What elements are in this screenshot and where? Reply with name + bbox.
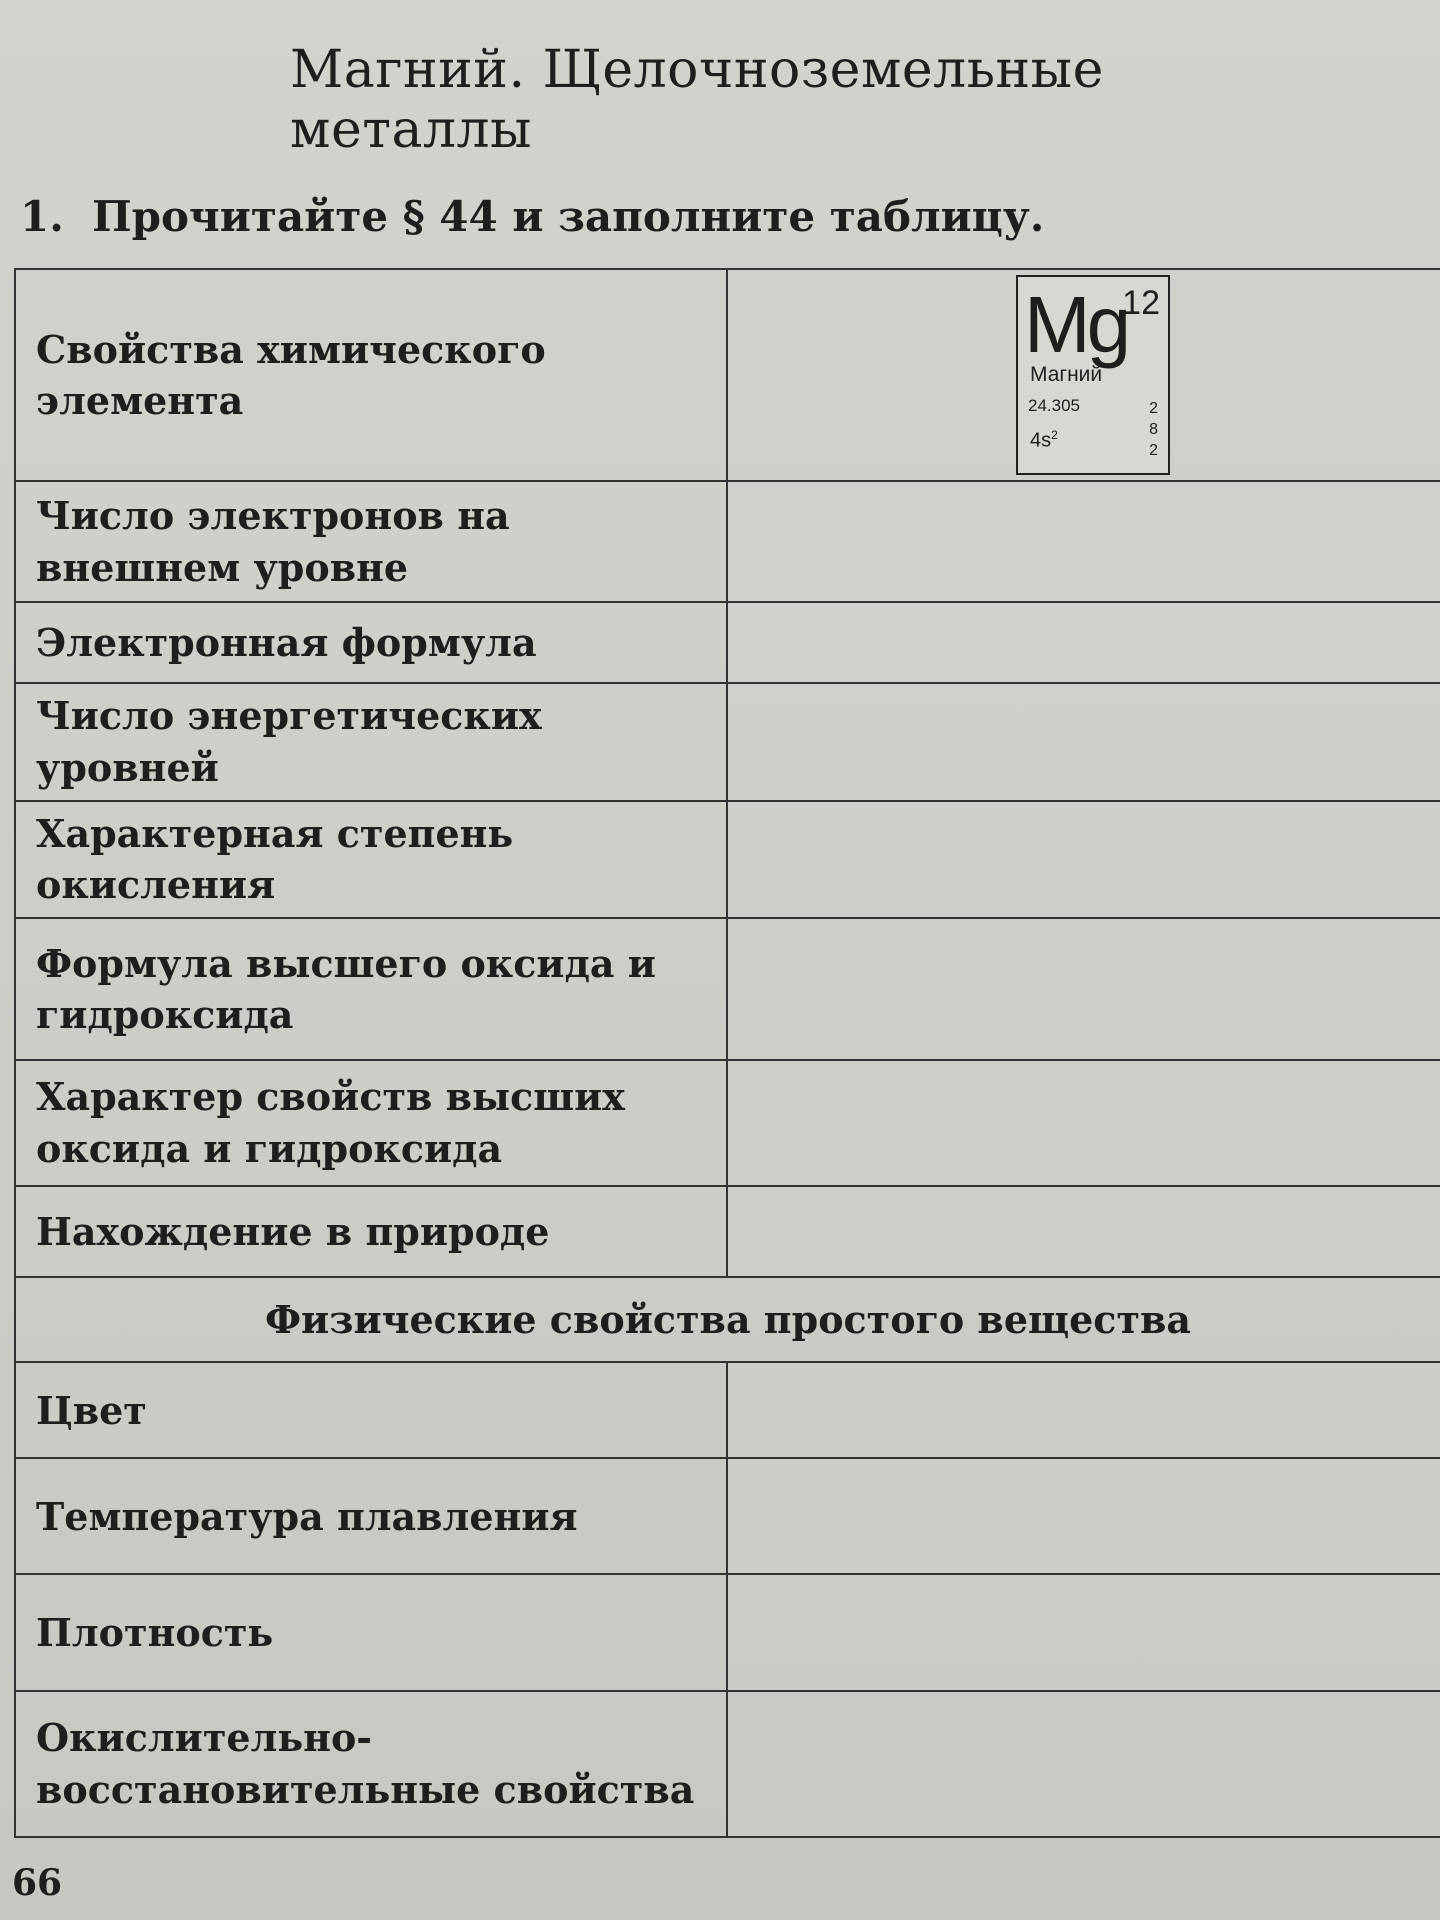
answer-cell[interactable] [727,1186,1440,1277]
table-row [15,801,1440,919]
answer-cell[interactable] [727,1574,1440,1690]
header-label: Свойства химического элемента [15,269,727,481]
table-row [15,1060,1440,1186]
section-title: Физические свойства простого вещества [15,1277,1440,1363]
answer-cell[interactable] [727,1458,1440,1574]
row-label: Число энергетических уровней [15,683,727,801]
section-row [15,1277,1440,1363]
table-row [15,1691,1440,1837]
row-label: Характерная степень окисления [15,801,727,919]
table-row [15,481,1440,602]
element-symbol: Mg [1024,280,1128,369]
row-label: Число электронов на внешнем уровне [15,481,727,602]
answer-cell[interactable] [727,1060,1440,1186]
atomic-number: 12 [1122,284,1160,322]
task-number: 1. [20,192,64,241]
electron-configuration: $4s^2$ [1030,428,1058,452]
properties-table [14,268,1440,1838]
task-text: Прочитайте § 44 и заполните таблицу. [92,192,1045,241]
answer-cell[interactable] [727,481,1440,602]
atomic-mass: 24.305 [1028,396,1080,415]
element-cell [727,269,1440,481]
row-label: Цвет [15,1362,727,1458]
table-header-row [15,269,1440,481]
row-label: Формула высшего оксида и гидроксида [15,918,727,1059]
electron-shells: 2 8 2 [1149,400,1158,459]
table-row [15,1458,1440,1574]
element-name: Магний [1030,363,1103,386]
table-row [15,1362,1440,1458]
page-title: Магний. Щелочноземельные металлы [290,40,1104,160]
answer-cell[interactable] [727,1691,1440,1837]
row-label: Плотность [15,1574,727,1690]
table-row [15,1574,1440,1690]
table-row [15,683,1440,801]
row-label: Электронная формула [15,602,727,683]
answer-cell[interactable] [727,683,1440,801]
task-instruction [20,192,1044,241]
row-label: Окислительно-восстановительные свойства [15,1691,727,1837]
periodic-element-card [1016,275,1170,475]
answer-cell[interactable] [727,918,1440,1059]
answer-cell[interactable] [727,1362,1440,1458]
row-label: Температура плавления [15,1458,727,1574]
table-row [15,918,1440,1059]
page-number: 66 [12,1862,63,1904]
answer-cell[interactable] [727,801,1440,919]
table-row [15,1186,1440,1277]
table-row [15,602,1440,683]
row-label: Нахождение в природе [15,1186,727,1277]
row-label: Характер свойств высших оксида и гидроксида [15,1060,727,1186]
answer-cell[interactable] [727,602,1440,683]
